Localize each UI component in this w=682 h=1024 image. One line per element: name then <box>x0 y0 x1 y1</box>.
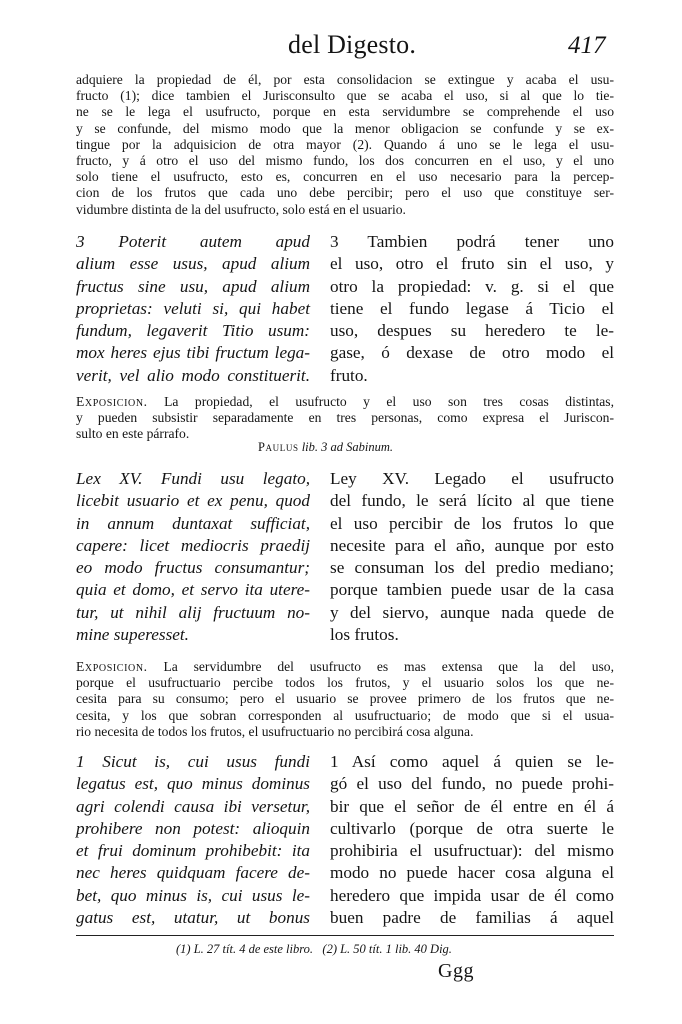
latin-line: 3 Poterit autem apud <box>76 232 310 251</box>
exposicion-label: Exposicion. <box>76 394 148 409</box>
latin-line: 1 Sicut is, cui usus fundi <box>76 752 310 771</box>
citation-source: lib. 3 ad Sabinum. <box>301 440 394 454</box>
intro-line: cion de los frutos que cada uno debe percibir; pero el uso que constituye ser- <box>76 185 614 201</box>
spanish-line: gó el uso del fundo, no puede prohi- <box>330 774 614 794</box>
exposicion-line: cesita para su consumo; pero el usuario se provee primero de los frutos que ne- <box>76 691 614 707</box>
spanish-line: 1 Así como aquel á quien se le- <box>330 752 614 771</box>
latin-line: proprietas: veluti si, qui habet <box>76 298 310 318</box>
spanish-line: y del siervo, aunque nada quede de <box>330 602 614 622</box>
section1-latin-column <box>76 751 310 929</box>
exposicion-paragraph-2 <box>76 659 614 740</box>
intro-line: fructo (1); dice tambien el Jurisconsulto que se acaba el uso, si al que lo tie- <box>76 88 614 104</box>
exposicion-line: y pueden subsistir separadamente en tres personas, como expresa el Juriscon- <box>76 410 614 426</box>
latin-line: Lex XV. Fundi usu legato, <box>76 469 310 488</box>
intro-line: y se confunde, del mismo modo que la menor obligacion se confunde y se ex- <box>76 120 614 136</box>
page-number: 417 <box>568 32 606 59</box>
spanish-line: fruto. <box>330 365 368 385</box>
intro-line: solo tiene el usufructo, esto es, concurren en el uso necesario para la percep- <box>76 169 614 185</box>
latin-line: capere: licet mediocris praedij <box>76 535 310 555</box>
exposicion-line: rio necesita de todos los frutos, el usufructuario no percibirá cosa alguna. <box>76 723 474 739</box>
spanish-line: el uso, otro el fruto sin el uso, y <box>330 254 614 274</box>
footnotes <box>176 942 452 957</box>
latin-line: legatus est, quo minus dominus <box>76 774 310 794</box>
intro-line: vidumbre distinta de la del usufructo, solo está en el usuario. <box>76 201 406 217</box>
latin-line: eo modo fructus consumantur; <box>76 558 310 578</box>
latin-line: prohibere non potest: alioquin <box>76 818 310 838</box>
exposicion-line: porque el usufructuario percibe todos los frutos, y el usuario solos los que ne- <box>76 675 614 691</box>
latin-line: et frui dominum prohibebit: ita <box>76 841 310 861</box>
intro-line: adquiere la propiedad de él, por esta consolidacion se extingue y acaba el usu- <box>76 72 614 87</box>
citation-author: Paulus <box>258 440 299 454</box>
latin-line: fructus sine usu, apud alium <box>76 276 310 296</box>
footnote-1: (1) L. 27 tít. 4 de este libro. <box>176 942 314 956</box>
spanish-line: modo no puede hacer cosa alguna el <box>330 863 614 883</box>
section3-spanish-column <box>330 231 614 387</box>
spanish-line: del fundo, le será lícito al que tiene <box>330 491 614 511</box>
spanish-line: buen padre de familias á aquel <box>330 908 614 928</box>
latin-line: quia et domo, et servo ita utere- <box>76 580 310 600</box>
latin-line: nec heres quidquam facere de- <box>76 863 310 883</box>
spanish-line: necesite para el año, aunque por esto <box>330 535 614 555</box>
latin-line: in annum duntaxat sufficiat, <box>76 513 310 533</box>
source-citation <box>258 440 393 455</box>
spanish-line: uso, despues su heredero te le- <box>330 321 614 341</box>
exposicion-line: Exposicion. La propiedad, el usufructo y el uso son tres cosas distintas, <box>76 394 614 409</box>
latin-line: gatus est, utatur, ut bonus <box>76 908 310 928</box>
running-header-title: del Digesto. <box>288 30 417 59</box>
intro-line: ne se le lega el usufructo, porque en esta servidumbre se comprehende el uso <box>76 104 614 120</box>
exposicion-line: sulto en este párrafo. <box>76 426 190 442</box>
section3-latin-column <box>76 231 310 387</box>
section1-spanish-column <box>330 751 614 929</box>
spanish-line: el uso percibir de los frutos lo que <box>330 513 614 533</box>
spanish-line: porque tambien puede usar de la casa <box>330 580 614 600</box>
spanish-line: otro la propiedad: v. g. si el que <box>330 276 614 296</box>
spanish-line: se consuman los del predio mediano; <box>330 558 614 578</box>
intro-line: fructo, y á otro el uso del mismo fundo, los dos concurren en el uso, y el uno <box>76 153 614 169</box>
spanish-line: 3 Tambien podrá tener uno <box>330 232 614 251</box>
spanish-line: cultivarlo (porque de otra suerte le <box>330 818 614 838</box>
latin-line: mox heres ejus tibi fructum lega- <box>76 343 310 363</box>
spanish-line: los frutos. <box>330 625 399 645</box>
lex15-latin-column <box>76 468 310 646</box>
signature-mark: Ggg <box>438 960 474 982</box>
latin-line: licebit usuario et ex penu, quod <box>76 491 310 511</box>
footnote-divider <box>76 935 614 936</box>
latin-line: verit, vel alio modo constituerit. <box>76 365 310 385</box>
exposicion-line: cesita, y los que sobran corresponden al usufructuario; de modo que si el usua- <box>76 707 614 723</box>
latin-line: agri colendi causa ibi versetur, <box>76 796 310 816</box>
intro-line: tingue por la adquisicion de otra mayor (2). Quando á uno se le lega el usu- <box>76 136 614 152</box>
spanish-line: prohibiria el usufructuar): del mismo <box>330 841 614 861</box>
latin-line: bet, quo minus is, cui usus le- <box>76 885 310 905</box>
lex15-spanish-column <box>330 468 614 646</box>
exposicion-line: Exposicion. La servidumbre del usufructo es mas extensa que la del uso, <box>76 659 615 674</box>
spanish-line: heredero que impida usar de él como <box>330 885 614 905</box>
intro-paragraph <box>76 72 614 218</box>
latin-line: alium esse usus, apud alium <box>76 254 310 274</box>
latin-line: fundum, legaverit Titio usum: <box>76 321 310 341</box>
spanish-line: tiene el fundo legase á Ticio el <box>330 298 614 318</box>
spanish-line: gase, ó dexase de otro modo el <box>330 343 614 363</box>
exposicion-label: Exposicion. <box>76 659 148 674</box>
exposicion-paragraph-1 <box>76 394 614 443</box>
spanish-line: Ley XV. Legado el usufructo <box>330 469 614 488</box>
latin-line: mine superesset. <box>76 625 189 645</box>
latin-line: tur, ut nihil alij fructuum no- <box>76 602 310 622</box>
footnote-2: (2) L. 50 tít. 1 lib. 40 Dig. <box>322 942 452 956</box>
spanish-line: bir que el señor de él entre en él á <box>330 796 614 816</box>
